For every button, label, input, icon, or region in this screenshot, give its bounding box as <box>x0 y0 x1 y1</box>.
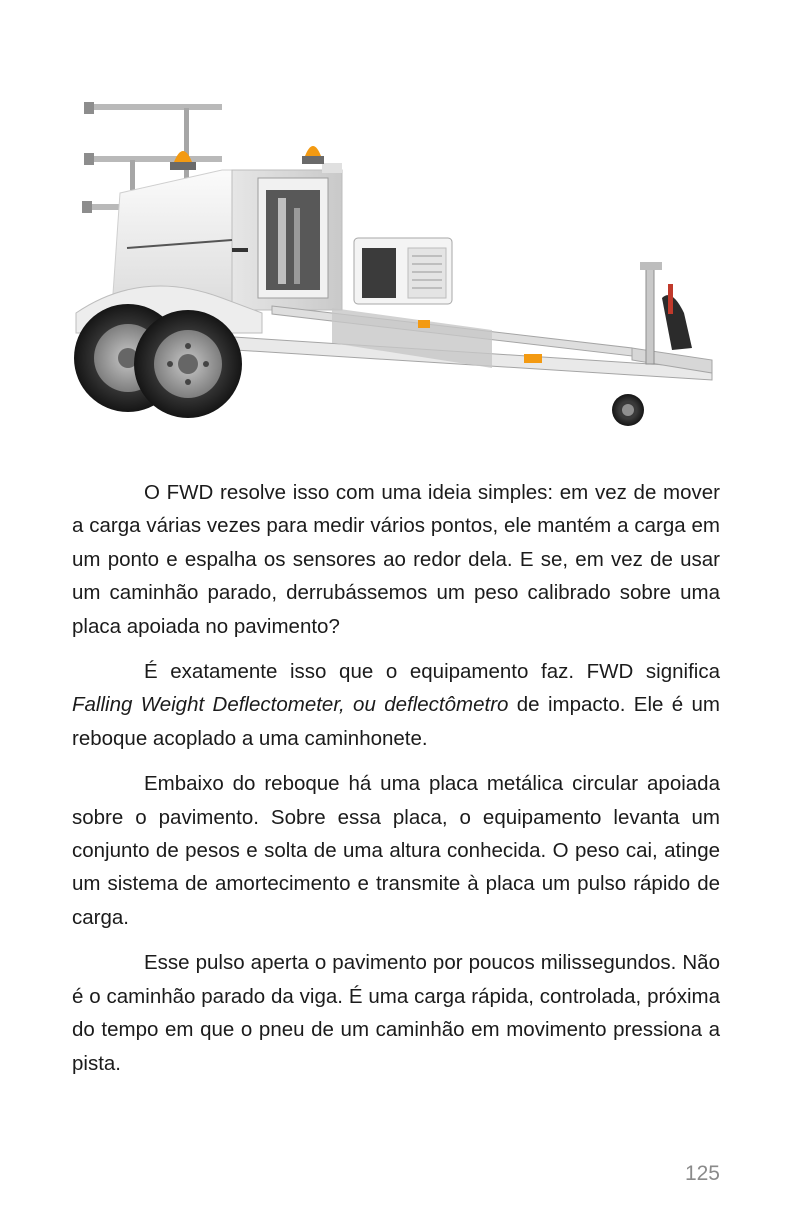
paragraph-3: Embaixo do reboque há uma placa metálica circular apoiada sobre o pavimento. Sobre essa placa, o equipamento levanta um conjunto de pesos e solta de uma altura conhecida. O peso cai, atinge um sistema de amortecimento e transmite à placa um pulso rápido de carga. <box>72 772 720 929</box>
page-number: 125 <box>684 1162 720 1185</box>
paragraph-2-end: de impacto. Ele é um reboque acoplado a uma caminhonete. <box>72 693 720 750</box>
paragraph-2-start: É exatamente isso que o equipamento faz. FWD significa <box>144 660 720 684</box>
paragraph-1: O FWD resolve isso com uma ideia simples: em vez de mover a carga várias vezes para medir vários pontos, ele mantém a carga em um ponto e espalha os sensores ao redor dela. E se, em vez de usar um caminhão parado, derrubássemos um peso calibrado sobre uma placa apoiada no pavimento? <box>72 481 720 638</box>
body-text <box>72 476 720 1092</box>
fwd-trailer-illustration <box>72 98 722 428</box>
paragraph-2-emphasis: Falling Weight Deflectometer, ou deflectômetro <box>72 693 509 717</box>
fwd-trailer-figure <box>72 98 722 428</box>
paragraph-2 <box>72 655 720 755</box>
paragraph-4: Esse pulso aperta o pavimento por poucos milissegundos. Não é o caminhão parado da viga. É uma carga rápida, controlada, próxima do tempo em que o pneu de um caminhão em movimento pressiona a pista. <box>72 951 720 1075</box>
hitch-jack <box>612 262 692 426</box>
generator-unit <box>354 238 452 304</box>
trailer-wheels <box>74 304 242 418</box>
